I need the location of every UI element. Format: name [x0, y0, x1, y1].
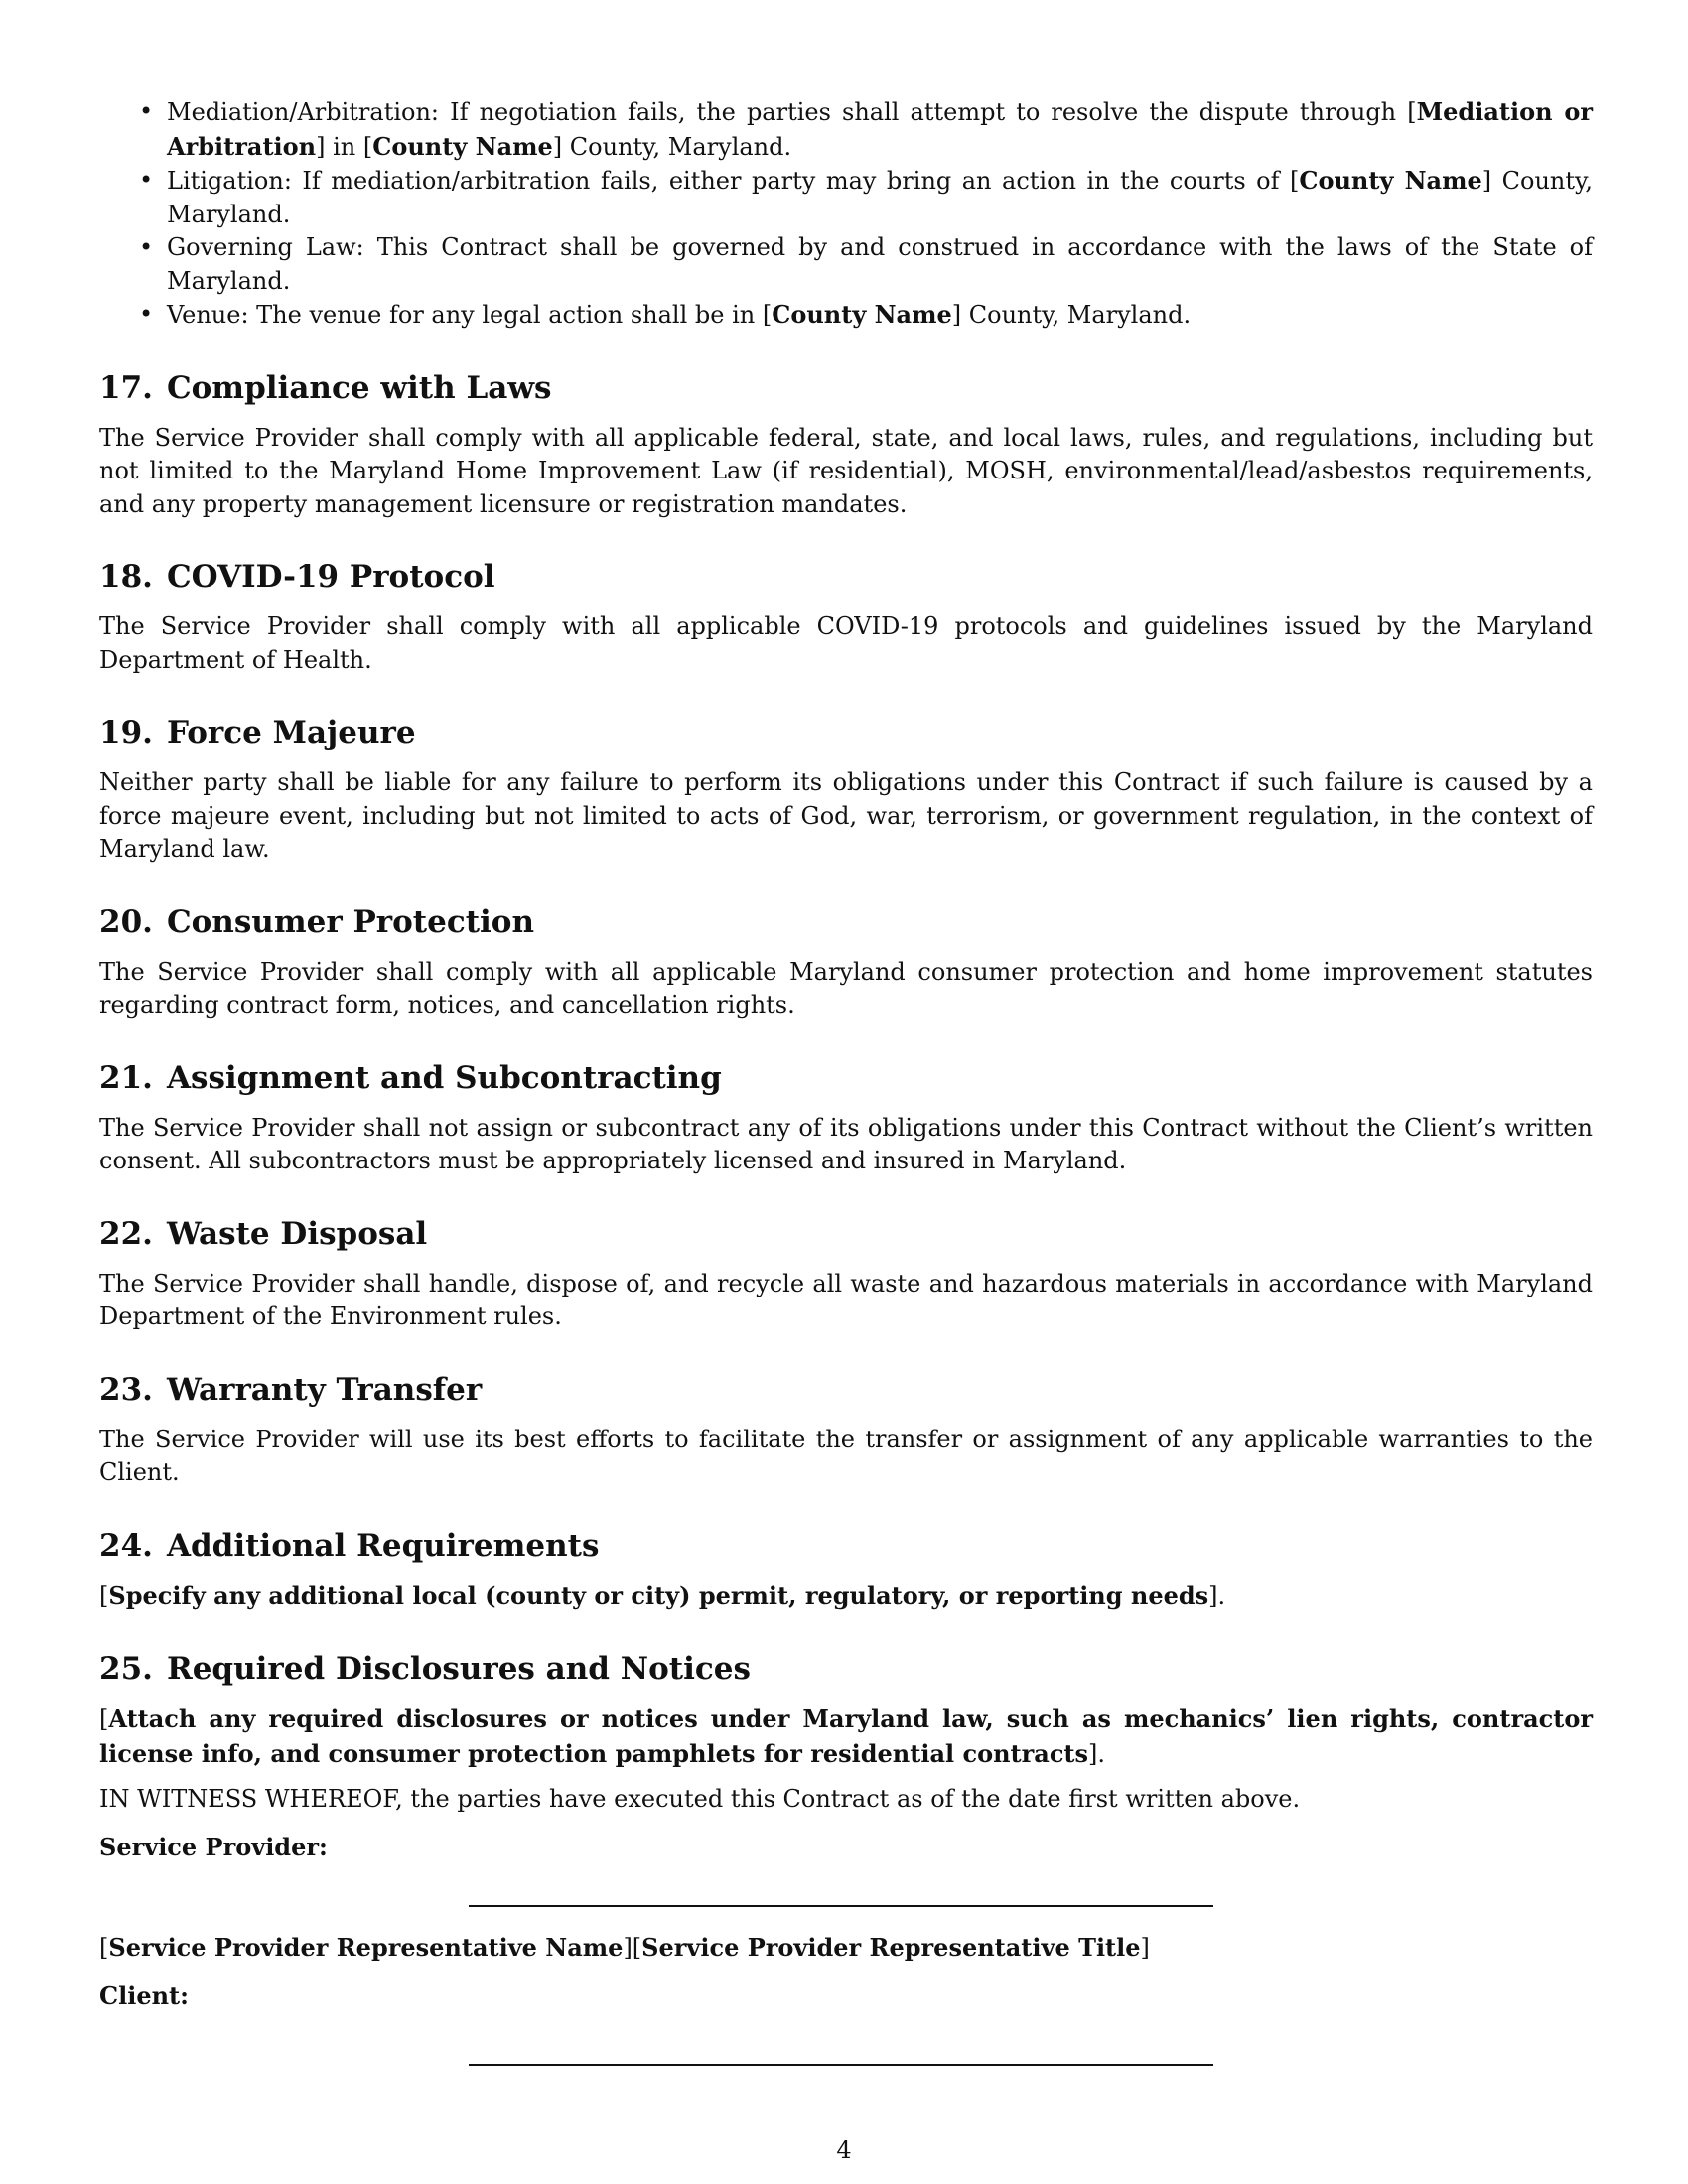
list-item: • Venue: The venue for any legal action shall be in [County Name] County, Maryland.	[167, 298, 1593, 333]
section-body: [Attach any required disclosures or notices under Maryland law, such as mechanics’ lien rights, contractor license info, and consumer protection pamphlets for residential contracts].	[99, 1705, 1593, 1768]
placeholder-text: County Name	[1299, 166, 1482, 195]
representative-title: Service Provider Representative Title	[641, 1933, 1141, 1962]
placeholder-text: Specify any additional local (county or city) permit, regulatory, or reporting needs	[108, 1580, 1209, 1610]
section-warranty-transfer	[99, 1370, 1593, 1490]
placeholder-text: County Name	[772, 300, 952, 329]
section-body: The Service Provider shall not assign or subcontract any of its obligations under this Contract without the Client’s written consent. All subcontractors must be appropriately licensed and insured in Maryland.	[99, 1113, 1593, 1174]
client-label: Client:	[99, 1980, 189, 2010]
section-consumer-protection	[99, 902, 1593, 1023]
section-heading: 18. COVID-19 Protocol	[99, 559, 495, 595]
section-body: The Service Provider shall handle, dispose of, and recycle all waste and hazardous materials in accordance with Maryland Department of the Environment rules.	[99, 1269, 1593, 1330]
representative-placeholder: [Service Provider Representative Name][Service Provider Representative Title]	[99, 1933, 1150, 1962]
list-item: • Litigation: If mediation/arbitration fails, either party may bring an action in the courts of [County Name] County, Maryland.	[167, 164, 1593, 231]
section-additional-requirements	[99, 1526, 1593, 1614]
section-heading: 19. Force Majeure	[99, 715, 416, 751]
placeholder-text: Attach any required disclosures or notices under Maryland law, such as mechanics’ lien rights, contractor license info, and consumer protection pamphlets for residential contracts	[99, 1705, 1593, 1768]
section-heading: 17. Compliance with Laws	[99, 369, 552, 406]
section-compliance-with-laws	[99, 368, 1593, 522]
placeholder-text: County Name	[372, 131, 553, 161]
section-heading: 22. Waste Disposal	[99, 1215, 428, 1252]
section-body: The Service Provider shall comply with all applicable COVID-19 protocols and guidelines issued by the Maryland Department of Health.	[99, 613, 1593, 674]
section-body: Neither party shall be liable for any failure to perform its obligations under this Contract if such failure is caused by a force majeure event, including but not limited to acts of God, war, terrorism, or government regulation, in the context of Maryland law.	[99, 768, 1593, 863]
section-covid-19-protocol	[99, 557, 1593, 677]
section-body: The Service Provider shall comply with all applicable Maryland consumer protection and home improvement statutes regarding contract form, notices, and cancellation rights.	[99, 957, 1593, 1019]
section-heading: 20. Consumer Protection	[99, 903, 535, 940]
bullet-label: Governing Law:	[167, 233, 364, 261]
section-heading: 24. Additional Requirements	[99, 1527, 600, 1564]
document-page	[99, 95, 1593, 2066]
section-body: The Service Provider will use its best efforts to facilitate the transfer or assignment of any applicable warranties to the Client.	[99, 1425, 1593, 1486]
list-item: • Governing Law: This Contract shall be governed by and construed in accordance with the laws of the State of Maryland.	[167, 231, 1593, 298]
bullet-label: Litigation:	[167, 167, 292, 195]
section-assignment-subcontracting	[99, 1058, 1593, 1178]
section-waste-disposal	[99, 1214, 1593, 1334]
section-heading: 21. Assignment and Subcontracting	[99, 1059, 722, 1096]
client-signature-line	[469, 2064, 1213, 2066]
section-force-majeure	[99, 713, 1593, 867]
section-body: The Service Provider shall comply with all applicable federal, state, and local laws, rules, and regulations, including but not limited to the Maryland Home Improvement Law (if residential), MOSH, environmental/lead/asbestos requirements, and any property management licensure or registration mandates.	[99, 423, 1593, 518]
section-heading: 25. Required Disclosures and Notices	[99, 1651, 751, 1687]
page-number: 4	[836, 2136, 852, 2164]
witness-statement: IN WITNESS WHEREOF, the parties have executed this Contract as of the date first written above.	[99, 1785, 1301, 1813]
bullet-label: Mediation/Arbitration:	[167, 98, 440, 126]
placeholder-text: Mediation or Arbitration	[167, 97, 1594, 161]
representative-name: Service Provider Representative Name	[108, 1933, 624, 1962]
list-item: • Mediation/Arbitration: If negotiation fails, the parties shall attempt to resolve the dispute through [Mediation or Arbitration] in [County Name] County, Maryland.	[167, 95, 1593, 164]
service-provider-label: Service Provider:	[99, 1832, 328, 1861]
dispute-resolution-list	[99, 95, 1593, 333]
section-required-disclosures	[99, 1649, 1593, 1771]
bullet-label: Venue:	[167, 301, 249, 329]
section-body: [Specify any additional local (county or city) permit, regulatory, or reporting needs].	[99, 1580, 1226, 1610]
service-provider-signature-line	[469, 1905, 1213, 1907]
section-heading: 23. Warranty Transfer	[99, 1371, 483, 1408]
